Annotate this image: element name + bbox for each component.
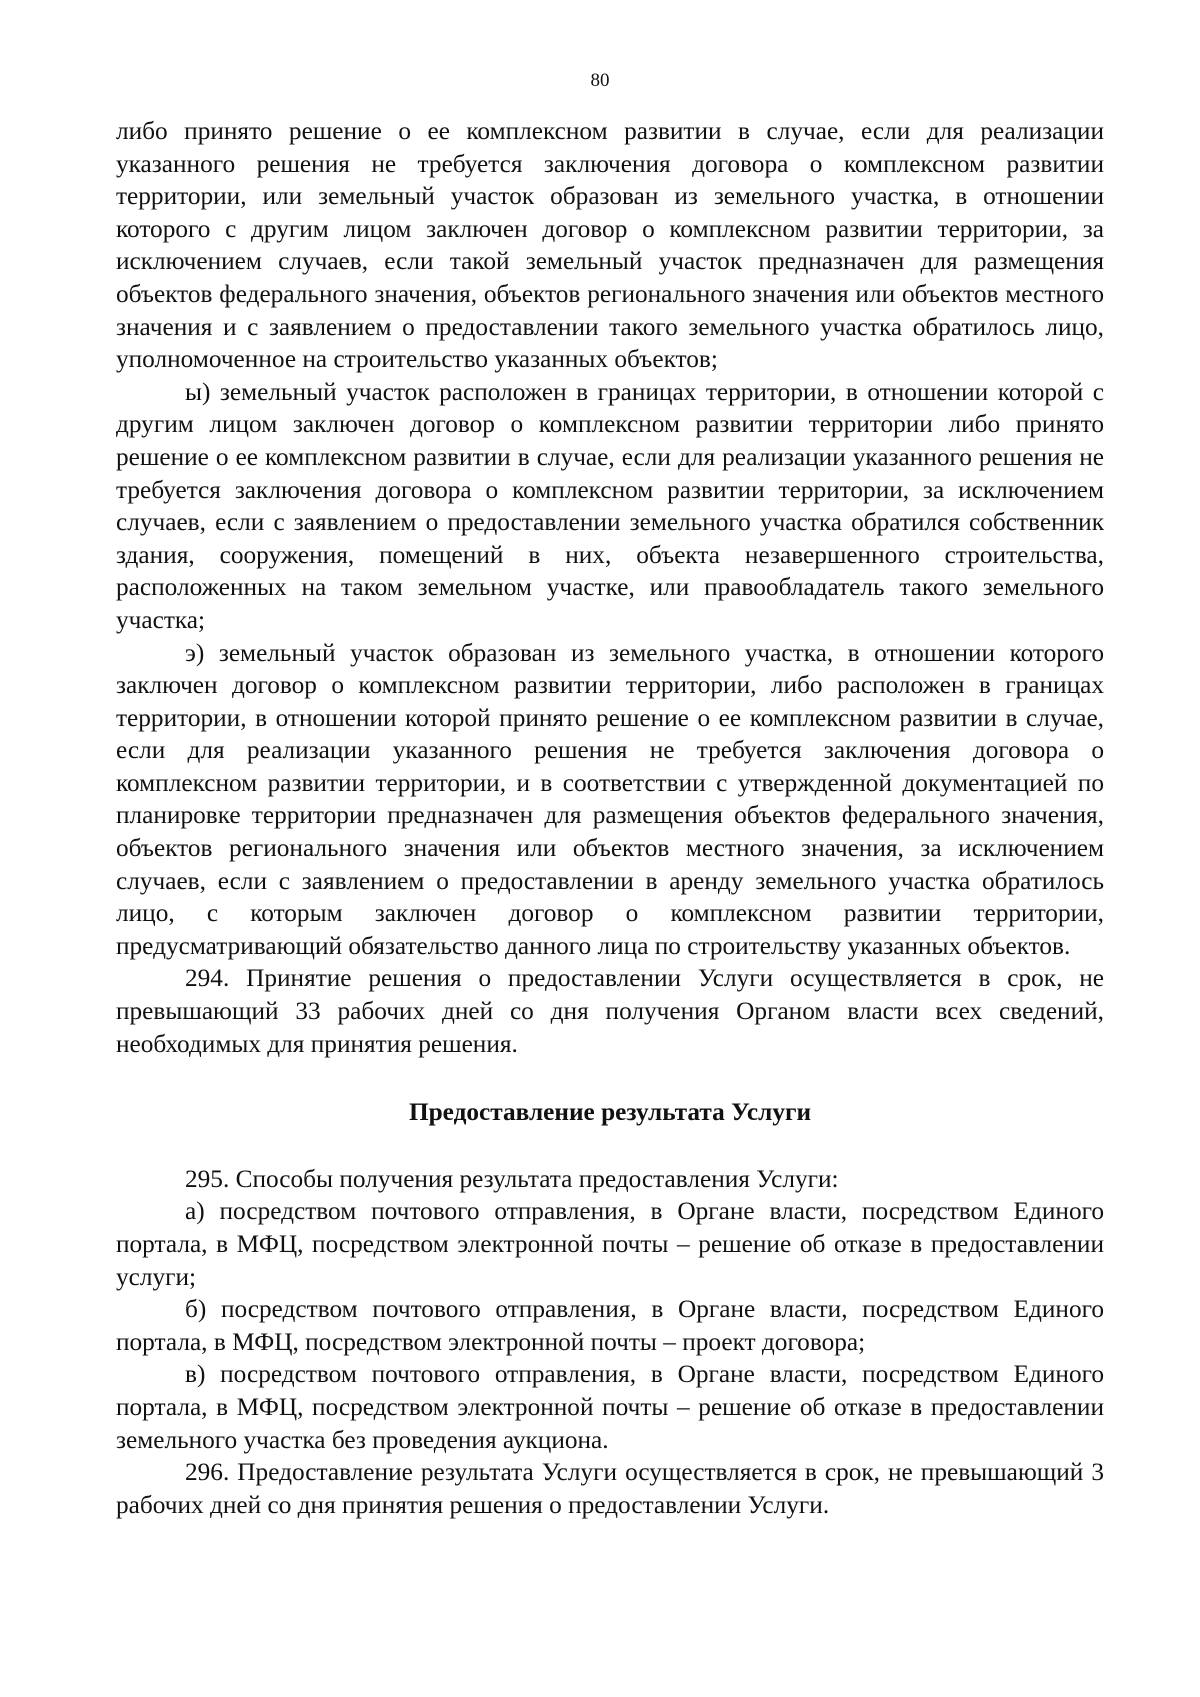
paragraph-296: 296. Предоставление результата Услуги осуществляется в срок, не превышающий 3 рабочих дней со дня принятия решения о предоставлении Услуги. <box>116 1458 1104 1519</box>
paragraph-295: 295. Способы получения результата предоставления Услуги: <box>185 1164 839 1193</box>
paragraph-item-a: а) посредством почтового отправления, в Органе власти, посредством Единого портала, в МФЦ, посредством электронной почты – решение об отказе в предоставлении услуги; <box>116 1197 1104 1291</box>
page-number: 80 <box>590 70 610 91</box>
paragraph-item-y: ы) земельный участок расположен в границах территории, в отношении которой с другим лицом заключен договор о комплексном развитии территории либо принято решение о ее комплексном развитии в случае, если для реализации указанного решения не требуется заключения договора о комплексном развитии территории, за исключением случаев, если с заявлением о предоставлении земельного участка обратился собственник здания, сооружения, помещений в них, объекта незавершенного строительства, расположенных на таком земельном участке, или правообладатель такого земельного участка; <box>116 377 1104 634</box>
paragraph-item-b: б) посредством почтового отправления, в Органе власти, посредством Единого портала, в МФЦ, посредством электронной почты – проект договора; <box>116 1295 1104 1356</box>
document-body <box>116 115 1104 1521</box>
paragraph-294: 294. Принятие решения о предоставлении Услуги осуществляется в срок, не превышающий 33 рабочих дней со дня получения Органом власти всех сведений, необходимых для принятия решения. <box>116 964 1104 1058</box>
paragraph-continuation: либо принято решение о ее комплексном развитии в случае, если для реализации указанного решения не требуется заключения договора о комплексном развитии территории, или земельный участок образован из земельного участка, в отношении которого с другим лицом заключен договор о комплексном развитии территории, за исключением случаев, если такой земельный участок предназначен для размещения объектов федерального значения, объектов регионального значения или объектов местного значения и с заявлением о предоставлении такого земельного участка обратилось лицо, уполномоченное на строительство указанных объектов; <box>116 117 1104 374</box>
section-heading: Предоставление результата Услуги <box>408 1098 812 1127</box>
paragraph-item-e: э) земельный участок образован из земельного участка, в отношении которого заключен договор о комплексном развитии территории, либо расположен в границах территории, в отношении которой принято решение о ее комплексном развитии в случае, если для реализации указанного решения не требуется заключения договора о комплексном развитии территории, и в соответствии с утвержденной документацией по планировке территории предназначен для размещения объектов федерального значения, объектов регионального значения или объектов местного значения, за исключением случаев, если с заявлением о предоставлении в аренду земельного участка обратилось лицо, с которым заключен договор о комплексном развитии территории, предусматривающий обязательство данного лица по строительству указанных объектов. <box>116 638 1104 960</box>
paragraph-item-v: в) посредством почтового отправления, в Органе власти, посредством Единого портала, в МФЦ, посредством электронной почты – решение об отказе в предоставлении земельного участка без проведения аукциона. <box>116 1360 1104 1454</box>
